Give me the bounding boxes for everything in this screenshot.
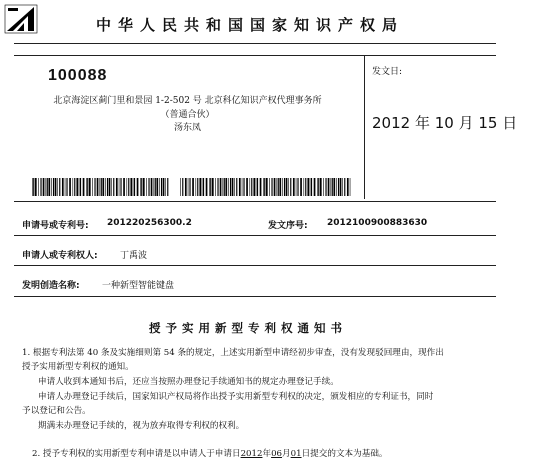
month-unit: 月 [282,449,291,459]
date-divider [364,55,365,199]
barcode-right [180,178,352,196]
recipient-address: 北京海淀区蓟门里和景园 1-2-502 号 北京科亿知识产权代理事务所 [53,96,322,106]
applicant-value: 丁禹波 [120,251,148,261]
paragraph-3-line-1: 申请人办理登记手续后，国家知识产权局将作出授予实用新型专利权的决定，颁发相应的专利证书，同时 [38,392,434,402]
invention-title-value: 一种新型智能键盘 [102,281,175,291]
filing-day: 01 [290,449,302,459]
field-divider [14,265,496,266]
field-divider [14,235,496,236]
paragraph-4: 期满未办理登记手续的，视为放弃取得专利权的权利。 [38,421,245,431]
filing-month: 06 [271,449,283,459]
dispatch-date-value: 2012 年 10 月 15 日 [372,114,518,132]
sipo-emblem-icon [4,4,38,34]
header-divider [14,43,496,44]
notice-title: 授予实用新型专利权通知书 [149,321,347,335]
paragraph-2: 申请人收到本通知书后，还应当按照办理登记手续通知书的规定办理登记手续。 [38,377,339,387]
office-title: 中华人民共和国国家知识产权局 [96,16,405,34]
serial-number-value: 2012100900883630 [327,218,428,228]
paragraph-5-suffix: 日提交的文本为基础。 [301,449,388,459]
postcode: 100088 [48,67,108,84]
filing-year: 2012 [240,449,263,459]
addressee: 汤东凤 [173,123,201,133]
header-divider-lower [14,55,496,56]
paragraph-1-line-2: 授予实用新型专利权的通知。 [22,362,134,372]
year-unit: 年 [262,449,272,459]
dispatch-date-label: 发文日: [372,67,403,77]
applicant-label: 申请人或专利权人: [22,251,98,261]
application-number-value: 201220256300.2 [107,218,192,228]
invention-title-label: 发明创造名称: [22,281,80,291]
field-divider [14,296,496,297]
section-divider [14,201,496,202]
application-number-label: 申请号或专利号: [22,221,89,231]
paragraph-3-line-2: 予以登记和公告。 [22,406,91,416]
recipient-address-cont: （普通合伙） [160,110,215,120]
serial-number-label: 发文序号: [268,221,308,231]
paragraph-5 [32,447,532,461]
paragraph-1-line-1: 1. 根据专利法第 40 条及实施细则第 54 条的规定，上述实用新型申请经初步审查，没有发现驳回理由，现作出 [22,348,444,358]
paragraph-5-prefix: 2. 授予专利权的实用新型专利申请是以申请人于申请日 [32,449,241,459]
barcode-left [32,178,170,196]
